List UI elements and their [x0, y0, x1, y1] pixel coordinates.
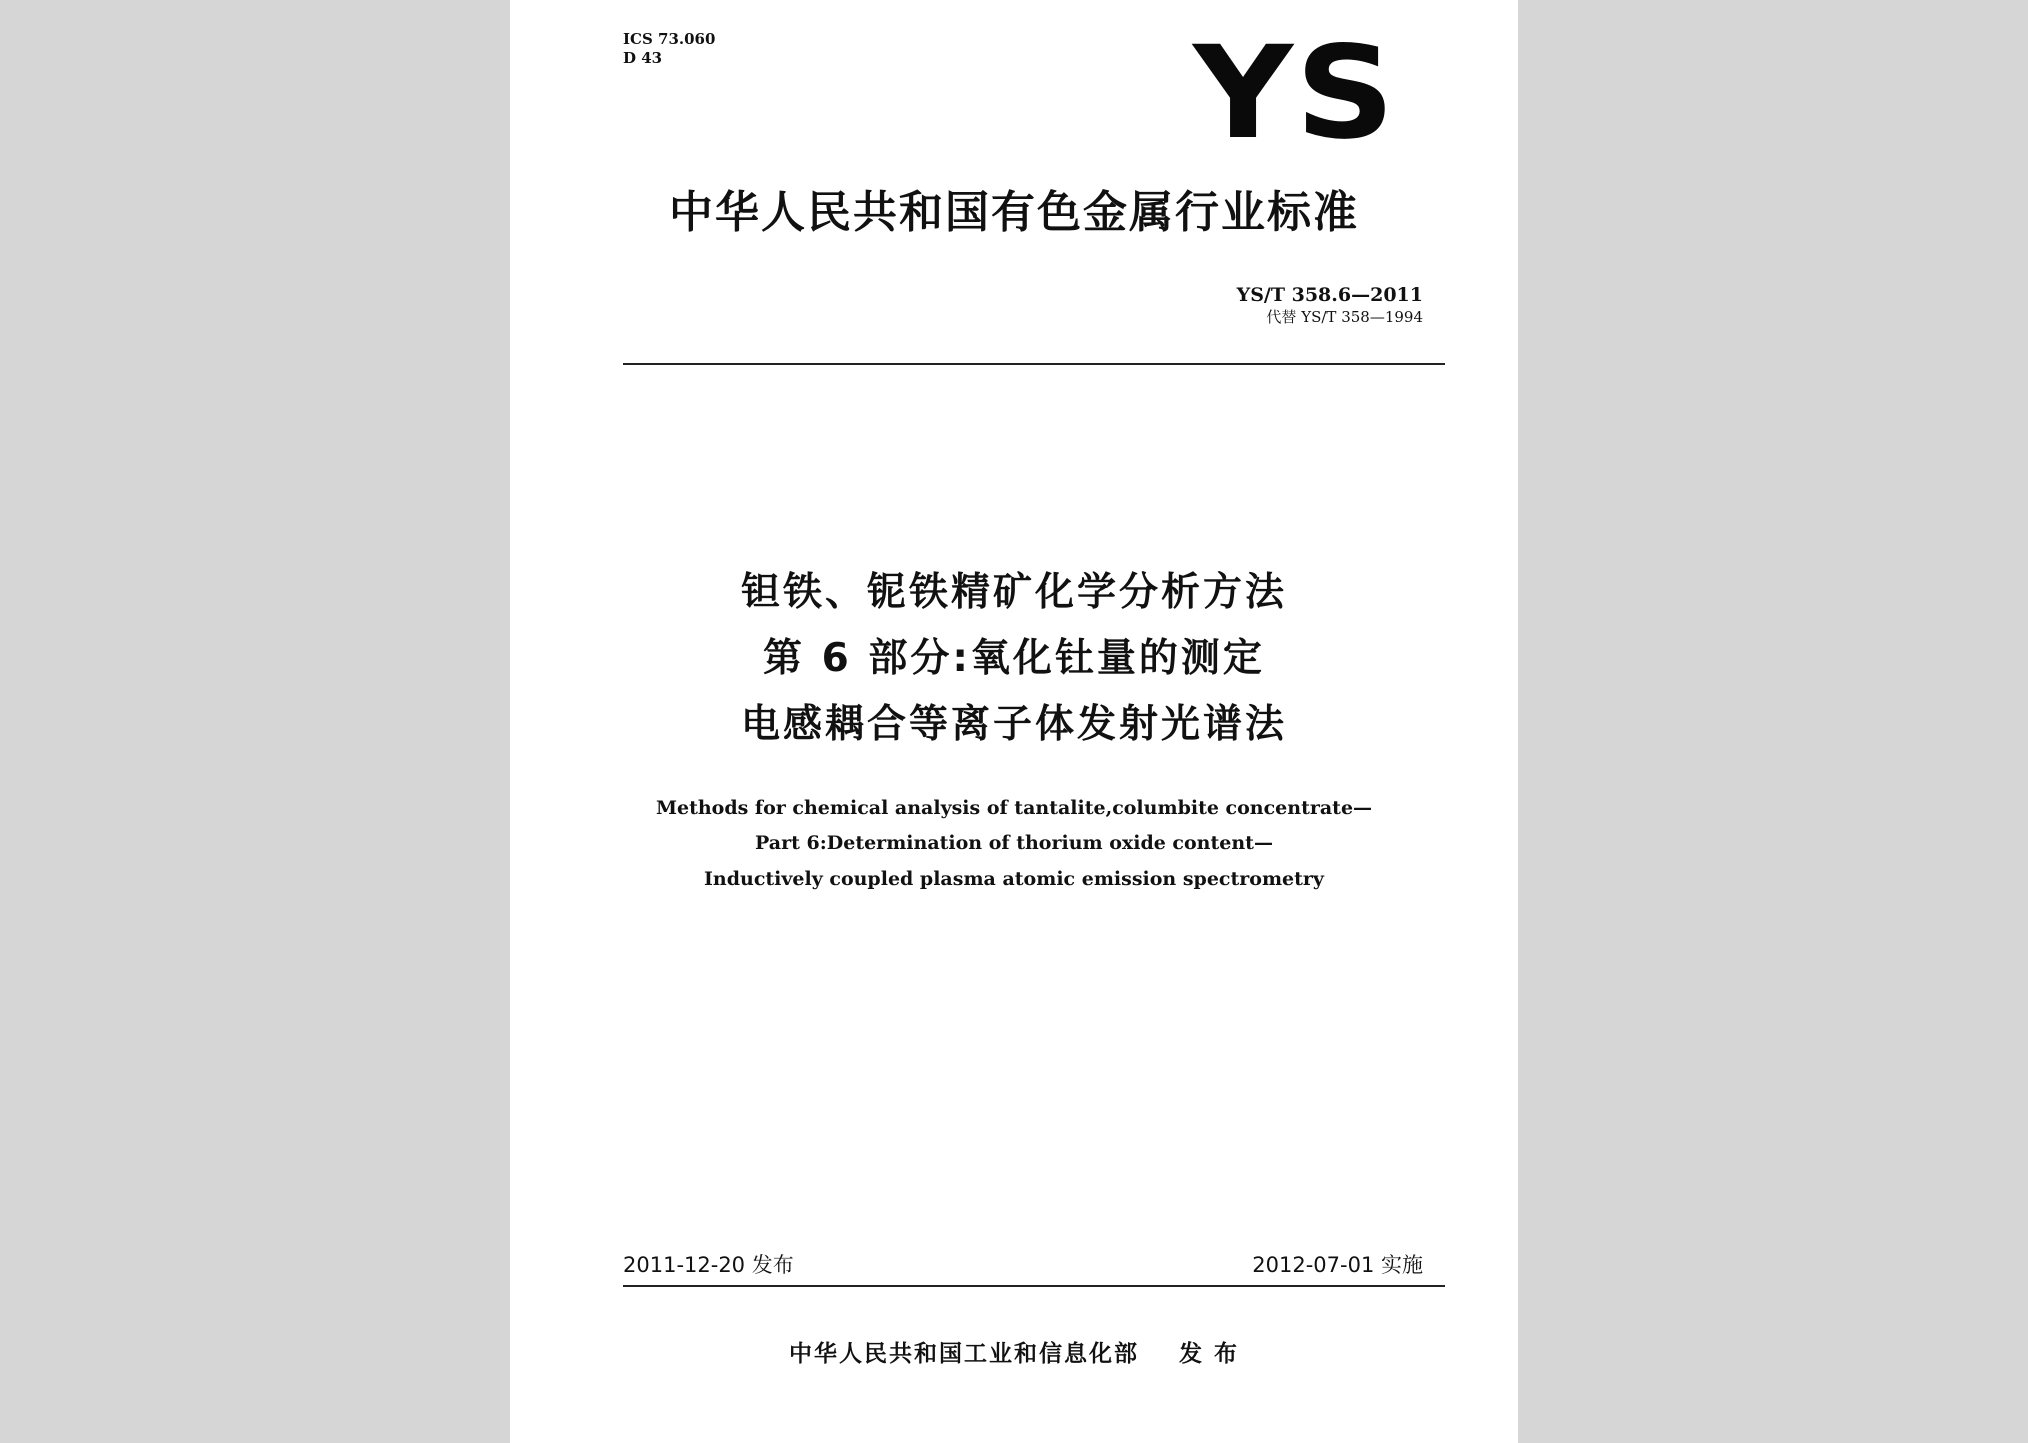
header-divider: [623, 363, 1445, 365]
publish-action: 发 布: [1178, 1341, 1239, 1367]
title-cn-line-1: 钽铁、铌铁精矿化学分析方法: [740, 570, 1287, 615]
publisher-name: 中华人民共和国工业和信息化部: [788, 1341, 1139, 1367]
replaces-standard: 代替 YS/T 358—1994: [1266, 308, 1423, 326]
title-cn-line-3: 电感耦合等离子体发射光谱法: [740, 702, 1287, 747]
title-cn-line-2: 第 6 部分:氧化钍量的测定: [763, 636, 1265, 681]
standard-category-title: 中华人民共和国有色金属行业标准: [669, 187, 1359, 238]
standard-number: YS/T 358.6—2011: [1236, 284, 1423, 306]
title-en-line-1: Methods for chemical analysis of tantalite,columbite concentrate—: [655, 797, 1373, 819]
implementation-date: 2012-07-01 实施: [1252, 1253, 1423, 1277]
publisher-line: [510, 1340, 1518, 1368]
issue-date: 2011-12-20 发布: [623, 1253, 794, 1277]
ys-logo: YS: [1193, 19, 1397, 168]
ccs-code: D 43: [623, 49, 663, 67]
title-en-line-2: Part 6:Determination of thorium oxide content—: [755, 832, 1273, 854]
ics-code: ICS 73.060: [623, 30, 716, 48]
document-page: [510, 0, 1518, 1443]
title-en-line-3: Inductively coupled plasma atomic emission spectrometry: [704, 868, 1324, 890]
footer-divider: [623, 1285, 1445, 1287]
